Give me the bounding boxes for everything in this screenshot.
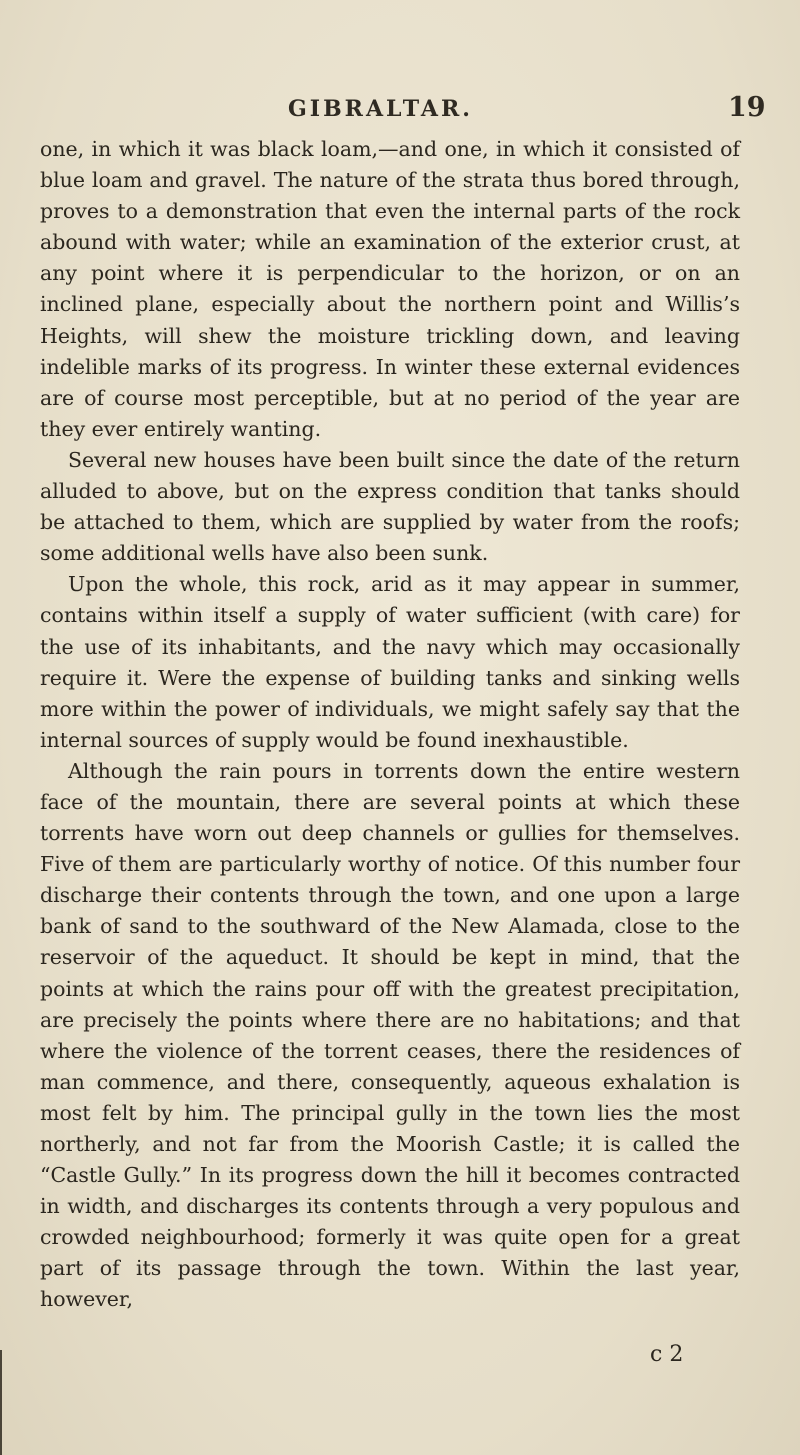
paragraph: Upon the whole, this rock, arid as it may appear in summer, contains within itself a supply of water sufficient (with care) for the use of its inhabitants, and the navy which may occasionally require it. Were the expense of building tanks and sinking wells more within the power of individuals, we might safely say that the internal sources of supply would be found inexhaustible. xyxy=(40,572,740,752)
page-edge-shadow xyxy=(0,1350,2,1455)
running-head: GIBRALTAR. xyxy=(288,96,473,122)
page-number: 19 xyxy=(728,92,766,123)
body-text xyxy=(40,134,740,1316)
paragraph: Several new houses have been built since the date of the return alluded to above, but on the express condition that tanks should be attached to them, which are supplied by water from the roofs; some additional wells have also been sunk. xyxy=(40,447,740,566)
paragraph: one, in which it was black loam,—and one, in which it consisted of blue loam and gravel. The nature of the strata thus bored through, proves to a demonstration that even the internal parts of the rock abound with water; while an examination of the exterior crust, at any point where it is perpendicular to the horizon, or on an inclined plane, especially about the northern point and Willis’s Heights, will shew the moisture trickling down, and leaving indelible marks of its progress. In winter these external evidences are of course most perceptible, but at no period of the year are they ever entirely wanting. xyxy=(40,137,740,441)
paragraph: Although the rain pours in torrents down the entire western face of the mountain, there are several points at which these torrents have worn out deep channels or gullies for themselves. Five of them are particularly worthy of notice. Of this number four discharge their contents through the town, and one upon a large bank of sand to the southward of the New Alamada, close to the reservoir of the aqueduct. It should be kept in mind, that the points at which the rains pour off with the greatest precipitation, are precisely the points where there are no habitations; and that where the violence of the torrent ceases, there the residences of man commence, and there, consequently, aqueous exhalation is most felt by him. The principal gully in the town lies the most northerly, and not far from the Moorish Castle; it is called the “Castle Gully.” In its progress down the hill it becomes contracted in width, and discharges its contents through a very populous and crowded neighbourhood; formerly it was quite open for a great part of its passage through the town. Within the last year, however, xyxy=(40,758,740,1312)
signature-mark: c 2 xyxy=(650,1342,684,1367)
page-header xyxy=(0,92,800,136)
